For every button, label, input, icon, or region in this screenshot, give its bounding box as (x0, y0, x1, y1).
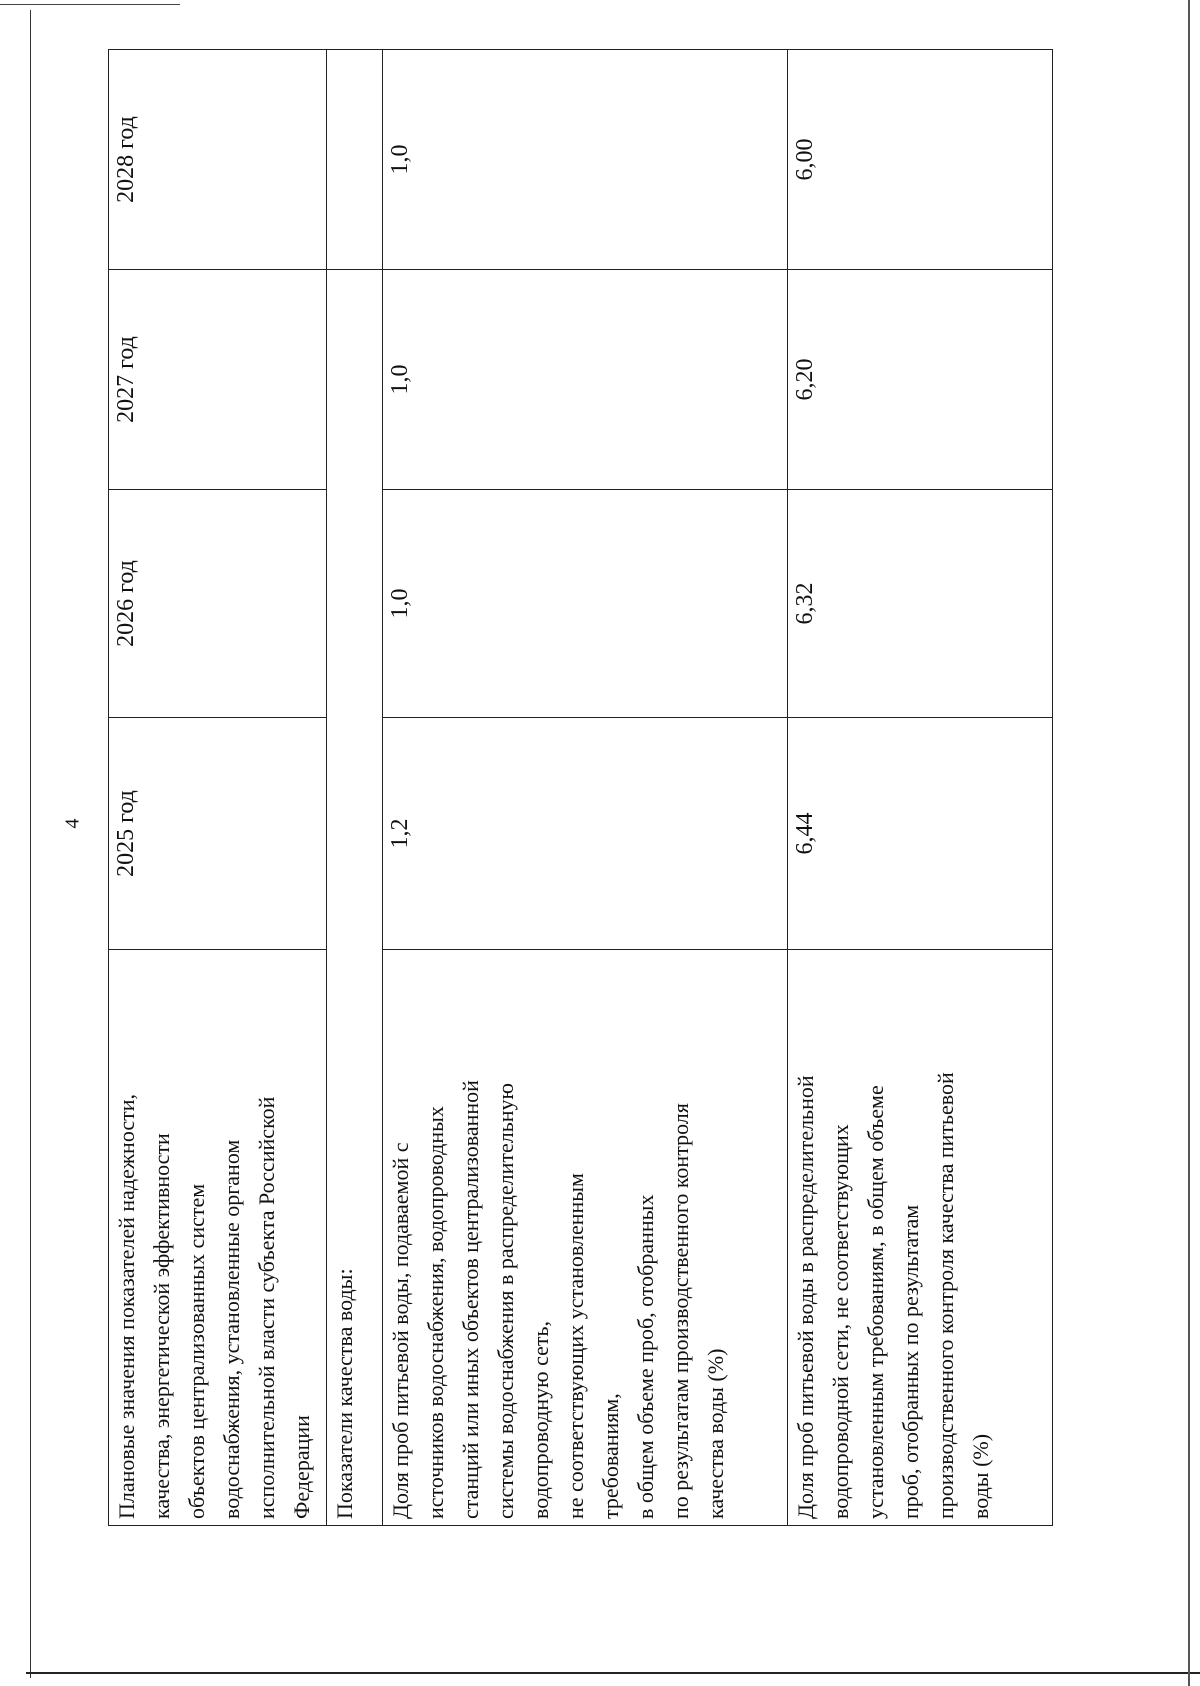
table-row (383, 50, 788, 1526)
row-label-cell (383, 950, 788, 1526)
header-year-2025: 2025 год (109, 718, 327, 950)
table-row (788, 50, 1053, 1526)
section-title: Показатели качества воды: (327, 270, 383, 1526)
header-year-2028: 2028 год (109, 50, 327, 270)
row-label: Доля проб питьевой воды, подаваемой с источников водоснабжения, водопроводных станций или иных объектов централизованной системы водоснабжения в распределительную водопроводную сеть, не соответствующих установленным требованиям, в общем объеме проб, отобранных по результатам производственного контроля качества воды (%) (388, 1080, 728, 1519)
header-label-cell (109, 950, 327, 1526)
row-label: Доля проб питьевой воды в распределительной водопроводной сети, не соответствующих установленным требованиям, в общем объеме проб, отобранных по результатам производственного контроля качества питьевой воды (%) (793, 1072, 993, 1519)
table-header-row (109, 50, 327, 1526)
section-spacer-cell (327, 50, 383, 270)
indicators-table (108, 49, 1053, 1526)
row-value-2025: 6,44 (788, 718, 1053, 950)
header-year-2027: 2027 год (109, 270, 327, 490)
header-label: Плановые значения показателей надежности, качества, энергетической эффективности объектов централизованных систем водоснабжения, установленные органом исполнительной власти субъекта Российской Федерации (114, 1093, 314, 1519)
row-value-2027: 1,0 (383, 270, 788, 490)
row-value-2025: 1,2 (383, 718, 788, 950)
row-value-2028: 1,0 (383, 50, 788, 270)
row-label-cell (788, 950, 1053, 1526)
row-value-2026: 6,32 (788, 490, 1053, 718)
page-number: 4 (61, 818, 84, 829)
section-row (327, 50, 383, 1526)
row-value-2026: 1,0 (383, 490, 788, 718)
row-value-2028: 6,00 (788, 50, 1053, 270)
rotated-table-wrapper (108, 50, 1052, 1526)
scan-edge-right (1188, 0, 1190, 1686)
scan-edge-left (30, 10, 31, 1678)
row-value-2027: 6,20 (788, 270, 1053, 490)
header-year-2026: 2026 год (109, 490, 327, 718)
scan-edge-bottom (26, 1672, 1200, 1674)
scan-edge-top (0, 4, 180, 5)
